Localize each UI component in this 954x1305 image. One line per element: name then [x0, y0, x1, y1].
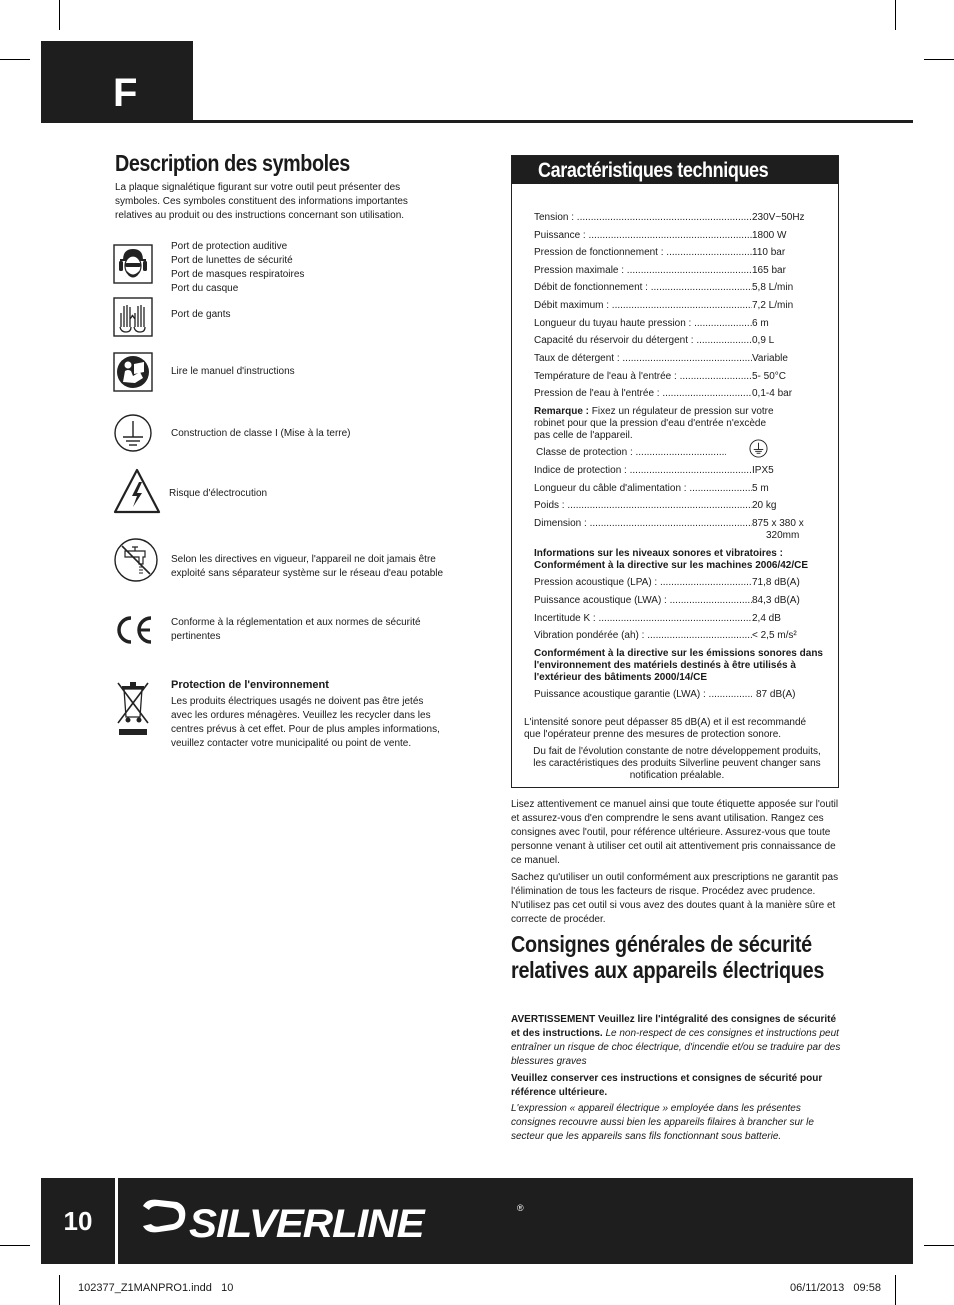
ce-mark-icon: [113, 612, 155, 648]
crop-mark: [924, 59, 954, 60]
spec-row: Pression maximale : ..... 165 bar: [534, 265, 752, 281]
symbol-text-gloves: Port de gants: [171, 309, 231, 320]
brand-name: SILVERLINE: [189, 1202, 424, 1246]
spec-disclaimer: Du fait de l'évolution constante de notre développement produits, les caractéristiques des produits Silverline peuvent changer sans notification préalable.: [533, 746, 821, 781]
noise-heading: Informations sur les niveaux sonores et vibratoires : Conformément à la directive sur les machines 2006/42/CE: [534, 548, 809, 571]
symbols-title: Description des symboles: [115, 150, 350, 176]
footer-divider: [115, 1178, 118, 1264]
symbol-text-ppe: Port de protection auditive Port de lunettes de sécurité Port de masques respiratoires Port du casque: [171, 241, 305, 294]
symbol-text-ce: Conforme à la réglementation et aux normes de sécurité pertinentes: [171, 617, 421, 642]
symbol-text-manual: Lire le manuel d'instructions: [171, 366, 295, 377]
date-info: 06/11/2013 09:58: [790, 1282, 881, 1294]
crop-mark: [59, 1275, 60, 1305]
spec-title: Caractéristiques techniques: [538, 159, 769, 182]
earth-icon: [113, 413, 153, 453]
spec-row: Tension : ..... 230V~50Hz: [534, 212, 752, 228]
spec-note: Remarque : Fixez un régulateur de pression sur votre robinet pour que la pression d'eau d'entrée n'excède pas celle de l'appareil.: [534, 406, 774, 441]
symbol-text-earth: Construction de classe I (Mise à la terre): [171, 428, 351, 439]
spec-row: Dimension : ..... 875 x 380 x: [534, 518, 752, 534]
spec-row: Vibration pondérée (ah) : ..... < 2,5 m/s²: [534, 630, 752, 646]
spec-row: Incertitude K : ..... 2,4 dB: [534, 613, 752, 629]
language-tab: [41, 41, 193, 123]
crop-mark: [924, 1245, 954, 1246]
symbol-text-no-tap: Selon les directives en vigueur, l'appareil ne doit jamais être exploité sans séparateur système sur le réseau d'eau potable: [171, 554, 444, 579]
spec-header: [512, 156, 838, 184]
language-tab-label: F: [113, 71, 138, 115]
safety-definition: L'expression « appareil électrique » employée dans les présentes consignes recouvre aussi bien les appareils filaires à brancher sur le secteur que les appareils sans fils fonctionnant sous batterie.: [511, 1103, 814, 1142]
registered-mark: ®: [517, 1203, 524, 1213]
spec-row: Pression de fonctionnement : ..... 110 bar: [534, 247, 752, 263]
sound-warning: L'intensité sonore peut dépasser 85 dB(A) et il est recommandé que l'opérateur prenne des mesures de protection sonore.: [524, 717, 807, 740]
spec-box: Caractéristiques techniques Tension : ..... 230V~50Hz Puissance : ..... 1800 W Pression de fonctionnement : ..... 110 bar Pression maximale : ..... 165 bar Débit de fonctionnement : ..... 5,8 L/min Débit maximum : ..... 7,2 L/min Longueur du tuyau haute pression : ..... 6 m Capacité du réservoir du détergent : ..... 0,9 L Taux de détergent : ..... Variable Température de l'eau à l'entrée : ..... 5- 50°C Pression de l'eau à l'entrée : ..... 0,1-4 bar Remarque : Fixez un régulateur de pression sur votre robinet pour que la pression d'eau d'entrée n'excède pas celle de l'appareil. Classe de protection : ..... Indice de protection : ..... IPX5 Longueur du câble d'alimentation : ..... 5 m Poids : ..... 20 kg Dimension : ..... 875 x 380 x 320mm Informations sur les niveaux sonores et vibratoires : Conformément à la directive sur les machines 2006/42/CE Pression acoustique (LPA) : ..... 71,8 dB(A) Puissance acoustique (LWA) : ..... 84,3 dB(A) Incertitude K : ..... 2,4 dB Vibration pondérée (ah) : ..... < 2,5 m/s² Conformément à la directive sur les émissions sonores dans l'environnement des matériels destinés à être utilisés à l'extérieur des bâtiments 2000/14/CE Puissance acoustique garantie (LWA) : ..... 87 dB(A) L'intensité sonore peut dépasser 85 dB(A) et il est recommandé que l'opérateur prenne des mesures de protection sonore. Du fait de l'évolution constante de notre développement produits, les caractéristiques des produits Silverline peuvent changer sans notification préalable.: [511, 155, 839, 788]
crop-mark: [59, 0, 60, 30]
environment-text: [171, 678, 443, 751]
wheelie-bin-crossed-icon: [113, 677, 153, 741]
crop-mark: [0, 1245, 30, 1246]
spec-row: Pression de l'eau à l'entrée : ..... 0,1-4 bar: [534, 388, 752, 404]
no-tap-icon: [113, 537, 159, 583]
crop-mark: [0, 59, 30, 60]
outdoor-noise-heading: Conformément à la directive sur les émissions sonores dans l'environnement des matériels destinés à être utilisés à l'extérieur des bâtiments 2000/14/CE: [534, 648, 823, 683]
safety-warning: AVERTISSEMENT Veuillez lire l'intégralité des consignes de sécurité et des instructions. Le non-respect de ces consignes et instructions peut entraîner un risque de choc électrique, d'incendie et/ou se traduire par des blessures graves: [511, 1014, 841, 1067]
safety-title: Consignes générales de sécurité relatives aux appareils électriques: [511, 931, 825, 983]
intro-paragraph: Sachez qu'utiliser un outil conformément aux prescriptions ne garantit pas l'élimination de tous les facteurs de risque. Procédez avec prudence. N'utilisez pas cet outil si vous avez des doutes quant à la manière sûre et correcte de procéder.: [511, 872, 839, 925]
header-rule: [193, 120, 913, 123]
spec-row: Puissance acoustique (LWA) : ..... 84,3 dB(A): [534, 595, 752, 611]
environment-body: Les produits électriques usagés ne doivent pas être jetés avec les ordures ménagères. Veuillez les recycler dans les centres prévus à cet effet. Pour de plus amples informations, veuillez contacter votre municipalité ou point de vente.: [171, 696, 440, 749]
crop-mark: [895, 0, 896, 30]
spec-row: Puissance : ..... 1800 W: [534, 230, 752, 246]
safety-keep: Veuillez conserver ces instructions et consignes de sécurité pour référence ultérieure.: [511, 1073, 823, 1098]
spec-row: Longueur du tuyau haute pression : ..... 6 m: [534, 318, 752, 334]
symbol-text-shock: Risque d'électrocution: [169, 488, 268, 499]
intro-paragraph: Lisez attentivement ce manuel ainsi que toute étiquette apposée sur l'outil et assurez-vous d'en comprendre le sens avant utilisation. Rangez ces consignes avec l'outil, pour référence ultérieure. Assurez-vous que toute personne venant à utiliser cet outil ait attentivement pris connaissance de ce manuel.: [511, 799, 839, 866]
spec-row-guaranteed: Puissance acoustique garantie (LWA) : ..... 87 dB(A): [534, 689, 752, 705]
file-info: 102377_Z1MANPRO1.indd 10: [78, 1282, 234, 1294]
gloves-icon: [113, 297, 153, 337]
spec-row: Température de l'eau à l'entrée : ..... 5- 50°C: [534, 371, 752, 387]
spanner-logo-icon: [139, 1196, 189, 1244]
symbols-intro: La plaque signalétique figurant sur votre outil peut présenter des symboles. Ces symboles constituent des informations importantes relatives au produit ou des instructions concernant son utilisation.: [115, 182, 408, 221]
manual-icon: [113, 352, 153, 392]
spec-row: Capacité du réservoir du détergent : ..... 0,9 L: [534, 335, 752, 351]
page-number: 10: [63, 1206, 93, 1236]
spec-row: Poids : ..... 20 kg: [534, 500, 752, 516]
environment-title: Protection de l'environnement: [171, 679, 329, 691]
earth-class-icon: [749, 439, 768, 458]
spec-row: Pression acoustique (LPA) : ..... 71,8 dB(A): [534, 577, 752, 593]
spec-row: Taux de détergent : ..... Variable: [534, 353, 752, 369]
crop-mark: [895, 1275, 896, 1305]
spec-row: Longueur du câble d'alimentation : ..... 5 m: [534, 483, 752, 499]
spec-row-class: Classe de protection : .....: [536, 447, 726, 463]
ppe-icon: [113, 244, 153, 284]
footer-bar: [41, 1178, 913, 1264]
spec-row: Débit maximum : ..... 7,2 L/min: [534, 300, 752, 316]
spec-row: Débit de fonctionnement : ..... 5,8 L/min: [534, 282, 752, 298]
spec-row: Indice de protection : ..... IPX5: [534, 465, 752, 481]
electric-shock-icon: [113, 468, 161, 514]
